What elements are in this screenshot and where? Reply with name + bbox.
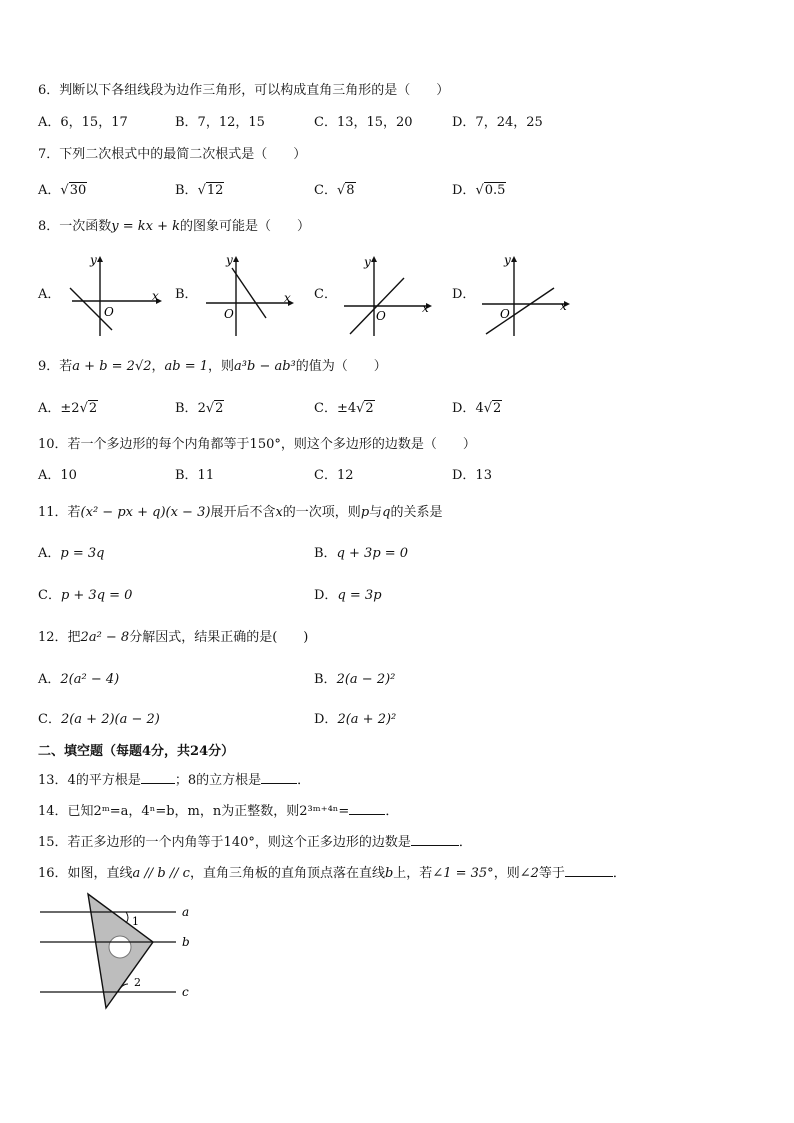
q10-option-d: D．13 <box>452 468 492 483</box>
coefficient: ±4 <box>336 401 357 416</box>
radical-sign: √ <box>205 401 215 416</box>
question-11-stem <box>38 504 443 522</box>
question-10-stem: 10．若一个多边形的每个内角都等于150°，则这个多边形的边数是（ ） <box>38 437 476 452</box>
q11-option-d <box>314 587 382 605</box>
question-13-stem <box>38 770 310 790</box>
q11-option-a <box>38 545 104 563</box>
option-label: B． <box>314 546 337 561</box>
condition: 2ᵐ=a，4ⁿ=b，m，n <box>93 804 222 819</box>
q11-option-c <box>38 587 132 605</box>
q9-option-a <box>38 400 98 418</box>
option-formula: p = 3q <box>60 546 105 561</box>
label-c: c <box>182 985 189 999</box>
stem-text: ． <box>297 773 311 788</box>
q7-option-d <box>452 182 506 200</box>
expression: 2³ᵐ⁺⁴ⁿ= <box>299 804 350 819</box>
q11-option-b <box>314 545 408 563</box>
q9-option-d <box>452 400 502 418</box>
x-label: x <box>284 291 291 305</box>
q12-option-a <box>38 671 119 689</box>
stem-text: 的图象可能是（ ） <box>180 219 311 234</box>
expression: 2a² − 8 <box>80 630 130 645</box>
formula: y = kx + k <box>111 219 181 234</box>
variable: q <box>382 505 391 520</box>
q6-option-b: B．7，12，15 <box>175 115 265 130</box>
stem-text: 的一次项，则 <box>282 505 361 520</box>
stem-text: 上，若 <box>393 866 433 881</box>
stem-text: 的值为（ ） <box>295 359 387 374</box>
origin-label: O <box>104 305 114 319</box>
stem-text: ， <box>151 359 165 374</box>
stem-text: ． <box>458 835 472 850</box>
stem-text: 15．若正多边形的一个内角等于140°，则这个正多边形的边数是 <box>38 835 411 850</box>
stem-text: ，直角三角板的直角顶点落在直线 <box>189 866 385 881</box>
option-label: C． <box>38 588 61 603</box>
variable: b <box>384 866 394 881</box>
stem-text: ；8的立方根是 <box>174 773 262 788</box>
option-label: C． <box>314 183 337 198</box>
condition-1: a + b = 2√2 <box>72 359 152 374</box>
q7-option-b <box>175 182 224 200</box>
q9-option-b <box>175 400 224 418</box>
x-label: x <box>560 299 567 313</box>
angle-1-label: 1 <box>132 915 139 928</box>
q10-option-c: C．12 <box>314 468 354 483</box>
radicand: 2 <box>365 401 374 416</box>
stem-text: 的关系是 <box>390 505 443 520</box>
stem-text: ． <box>385 804 399 819</box>
angle-1: ∠1 = 35° <box>432 866 494 881</box>
q12-option-c <box>38 711 160 729</box>
option-label: A． <box>38 401 61 416</box>
stem-text: ． <box>612 866 626 881</box>
y-label: y <box>226 253 233 267</box>
y-axis-arrow <box>371 256 377 262</box>
variable: x <box>275 505 283 520</box>
q7-option-c <box>314 182 356 200</box>
graph-d <box>478 250 578 340</box>
graph-a <box>64 250 164 340</box>
stem-text: 展开后不含 <box>210 505 276 520</box>
radical-sign: √ <box>79 401 88 416</box>
y-label: y <box>90 253 97 267</box>
answer-blank[interactable] <box>565 863 613 877</box>
option-label: D． <box>452 401 476 416</box>
radicand: 2 <box>88 401 98 416</box>
origin-label: O <box>224 307 234 321</box>
option-label: B． <box>175 183 198 198</box>
origin-label: O <box>376 309 386 323</box>
q9-option-c <box>314 400 375 418</box>
label-a: a <box>182 905 190 919</box>
q6-option-c: C．13，15，20 <box>314 115 413 130</box>
radicand: 30 <box>69 183 87 198</box>
answer-blank[interactable] <box>141 770 175 784</box>
option-label: B． <box>175 401 198 416</box>
origin-label: O <box>500 307 510 321</box>
question-6-stem: 6．判断以下各组线段为边作三角形，可以构成直角三角形的是（ ） <box>38 83 450 98</box>
option-label: B． <box>314 672 337 687</box>
q8-label-c: C． <box>314 287 337 302</box>
angle-1-arc <box>126 912 128 923</box>
stem-text: 等于 <box>538 866 565 881</box>
question-16-stem <box>38 863 626 883</box>
y-label: y <box>504 253 511 267</box>
option-label: D． <box>452 183 476 198</box>
option-label: D． <box>314 588 338 603</box>
graph-c <box>340 250 440 340</box>
q12-option-d <box>314 711 396 729</box>
option-label: C． <box>38 712 61 727</box>
q8-label-a: A． <box>38 287 61 302</box>
coefficient: ±2 <box>60 401 80 416</box>
answer-blank[interactable] <box>411 832 459 846</box>
option-formula: 2(a + 2)² <box>337 712 397 727</box>
expression: a³b − ab³ <box>234 359 296 374</box>
stem-text: 8．一次函数 <box>38 219 112 234</box>
stem-text: 12．把 <box>38 630 81 645</box>
graph-b <box>200 250 300 340</box>
y-axis-arrow <box>233 256 239 262</box>
stem-text: 分解因式，结果正确的是( ) <box>129 630 309 645</box>
parallel-lines: a // b // c <box>132 866 190 881</box>
q6-option-a: A．6，15，17 <box>38 115 128 130</box>
q8-label-d: D． <box>452 287 476 302</box>
function-line <box>232 268 266 318</box>
radical-sign: √ <box>356 401 365 416</box>
question-8-stem <box>38 218 310 236</box>
radicand: 8 <box>346 183 355 198</box>
x-label: x <box>422 301 429 315</box>
angle-2: ∠2 <box>519 866 539 881</box>
radicand: 12 <box>206 183 224 198</box>
option-label: C． <box>314 401 337 416</box>
stem-text: 为正整数，则 <box>221 804 300 819</box>
radical-sign: √ <box>60 183 69 198</box>
answer-blank[interactable] <box>349 801 385 815</box>
stem-text: 9．若 <box>38 359 73 374</box>
question-9-stem <box>38 358 387 376</box>
option-formula: p + 3q = 0 <box>60 588 133 603</box>
section-2-title: 二、填空题（每题4分，共24分） <box>38 744 235 759</box>
stem-text: ，则 <box>493 866 520 881</box>
triangle-ruler-figure <box>36 890 206 1015</box>
stem-text: 13．4的平方根是 <box>38 773 141 788</box>
y-axis-arrow <box>511 256 517 262</box>
radical-sign: √ <box>475 183 484 198</box>
radicand: 0.5 <box>484 183 506 198</box>
option-formula: 2(a − 2)² <box>336 672 396 687</box>
radical-sign: √ <box>197 183 206 198</box>
radicand: 2 <box>215 401 224 416</box>
q8-label-b: B． <box>175 287 198 302</box>
stem-text: ，则 <box>208 359 235 374</box>
option-formula: q + 3p = 0 <box>336 546 409 561</box>
y-label: y <box>364 255 371 269</box>
option-label: A． <box>38 546 61 561</box>
question-7-stem: 7．下列二次根式中的最简二次根式是（ ） <box>38 147 307 162</box>
option-formula: 2(a + 2)(a − 2) <box>60 712 160 727</box>
angle-2-label: 2 <box>134 976 141 989</box>
x-label: x <box>152 289 159 303</box>
stem-text: 11．若 <box>38 505 81 520</box>
function-line <box>486 288 554 334</box>
q10-option-b: B．11 <box>175 468 215 483</box>
q7-option-a <box>38 182 87 200</box>
option-label: A． <box>38 672 61 687</box>
option-label: A． <box>38 183 61 198</box>
coefficient: 2 <box>197 401 206 416</box>
label-b: b <box>182 935 190 949</box>
q6-option-d: D．7，24，25 <box>452 115 543 130</box>
coefficient: 4 <box>475 401 484 416</box>
stem-text: 16．如图，直线 <box>38 866 133 881</box>
y-axis-arrow <box>97 256 103 262</box>
question-12-stem <box>38 629 308 647</box>
variable: p <box>360 505 370 520</box>
expression: (x² − px + q)(x − 3) <box>80 505 211 520</box>
stem-text: 14．已知 <box>38 804 94 819</box>
ruler-hole <box>109 936 131 958</box>
stem-text: 与 <box>369 505 383 520</box>
question-14-stem <box>38 801 398 821</box>
radicand: 2 <box>493 401 502 416</box>
q12-option-b <box>314 671 395 689</box>
q10-option-a: A．10 <box>38 468 77 483</box>
condition-2: ab = 1 <box>164 359 209 374</box>
radical-sign: √ <box>483 401 493 416</box>
question-15-stem <box>38 832 472 852</box>
radical-sign: √ <box>336 183 346 198</box>
answer-blank[interactable] <box>261 770 297 784</box>
option-label: D． <box>314 712 338 727</box>
option-formula: 2(a² − 4) <box>60 672 120 687</box>
option-formula: q = 3p <box>337 588 382 603</box>
